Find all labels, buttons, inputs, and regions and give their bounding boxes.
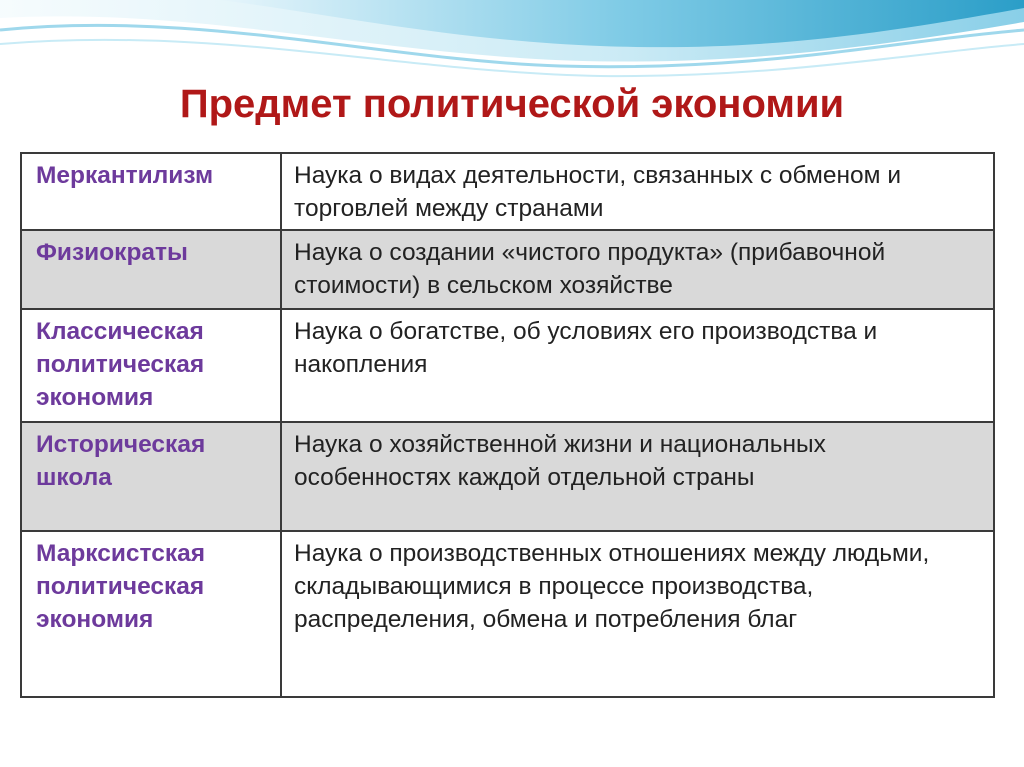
school-description: Наука о видах деятельности, связанных с обменом и торговлей между странами [281,153,994,230]
table-row [21,309,994,422]
table-row [21,531,994,697]
slide-title: Предмет политической экономии [179,82,845,126]
school-name: Меркантилизм [21,153,281,230]
school-name: Физиократы [21,230,281,309]
decorative-wave [0,0,1024,80]
table-row [21,230,994,309]
school-description: Наука о производственных отношениях между людьми, складывающимися в процессе производства, распределения, обмена и потребления благ [281,531,994,697]
definitions-table [20,152,995,698]
school-name: Марксистская политическая экономия [21,531,281,697]
table-row [21,422,994,531]
table-row [21,153,994,230]
school-name: Историческая школа [21,422,281,531]
school-description: Наука о хозяйственной жизни и национальных особенностях каждой отдельной страны [281,422,994,531]
school-description: Наука о богатстве, об условиях его производства и накопления [281,309,994,422]
school-description: Наука о создании «чистого продукта» (прибавочной стоимости) в сельском хозяйстве [281,230,994,309]
school-name: Классическая политическая экономия [21,309,281,422]
